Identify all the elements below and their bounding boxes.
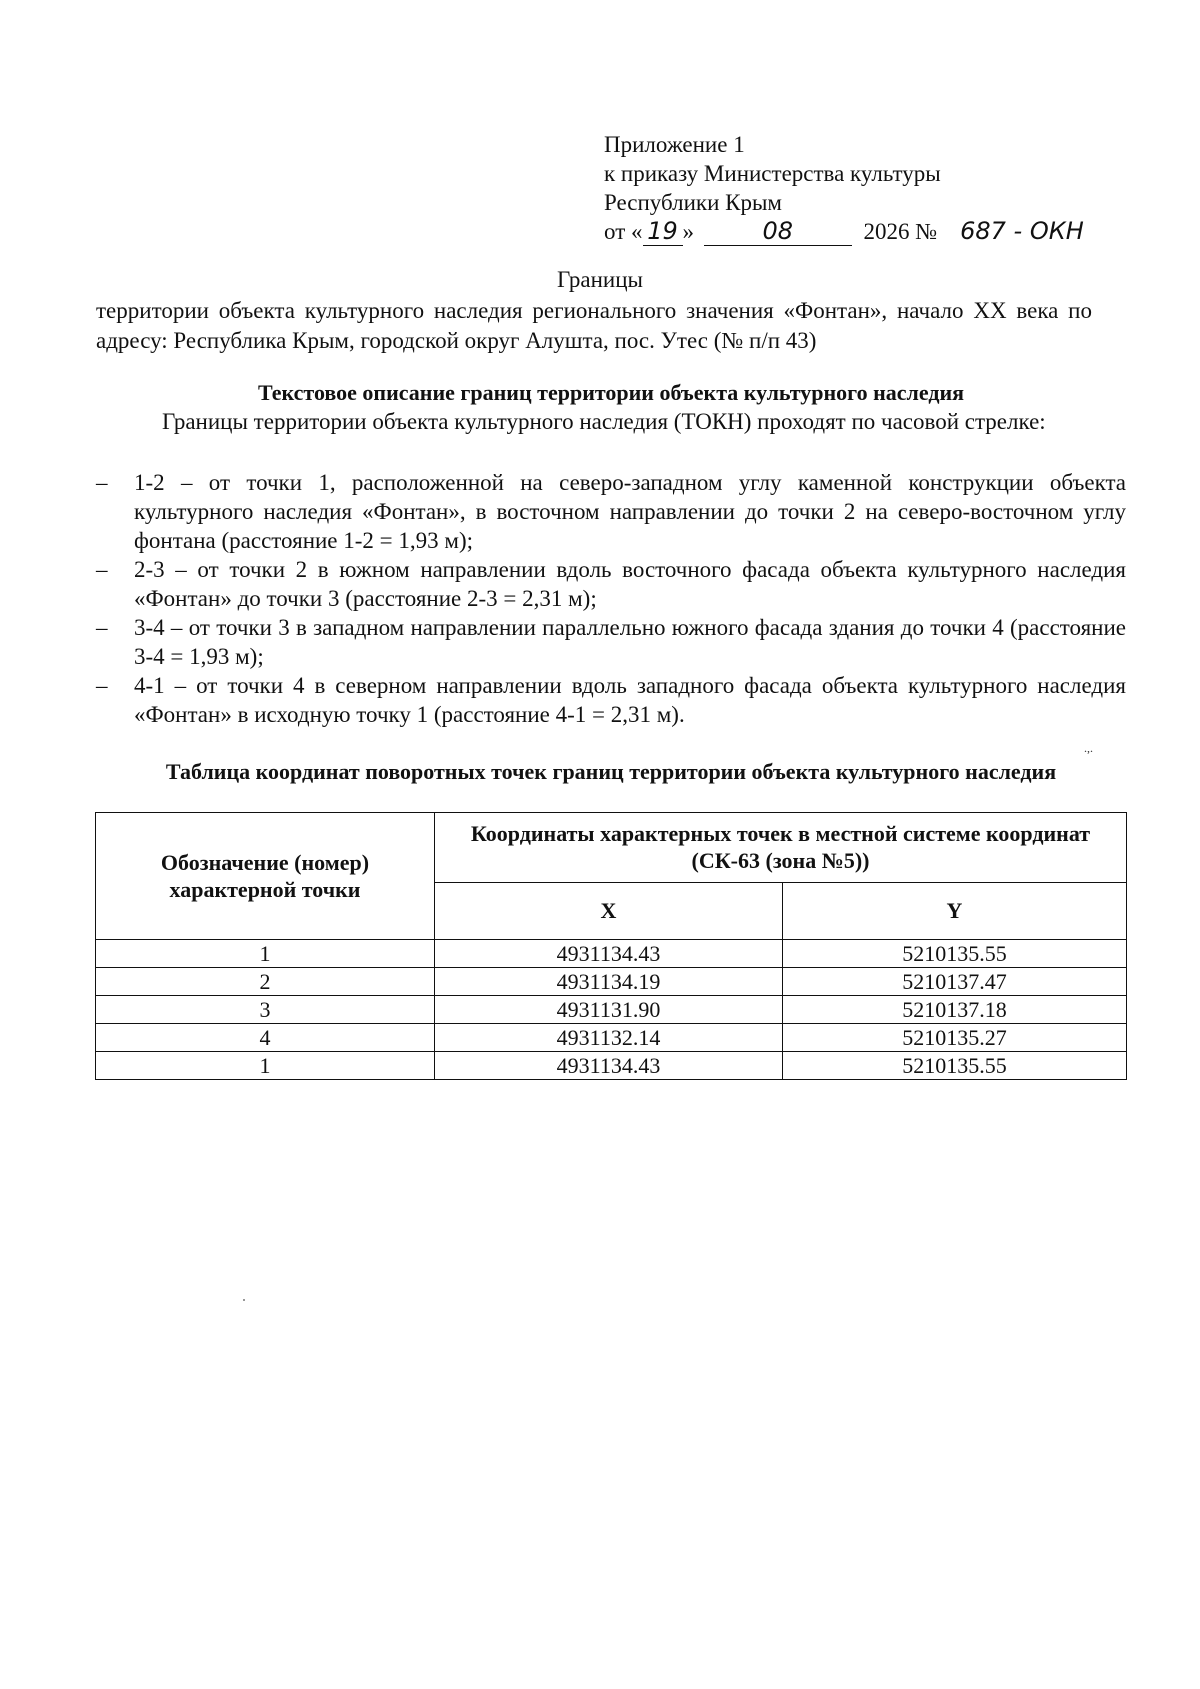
order-date-line <box>604 217 1097 246</box>
header-y: Y <box>783 882 1127 939</box>
appendix-line-2: к приказу Министерства культуры <box>604 161 941 186</box>
dash-marker: – <box>96 673 108 698</box>
table-row <box>96 968 1127 996</box>
appendix-line-1: Приложение 1 <box>604 132 745 157</box>
cell-x: 4931134.19 <box>435 968 783 996</box>
cell-point: 4 <box>96 1024 435 1052</box>
table-row <box>96 1052 1127 1080</box>
header-coordinates: Координаты характерных точек в местной системе координат (СК-63 (зона №5)) <box>435 813 1127 883</box>
table-header-row <box>96 813 1127 883</box>
handwritten-day: 19 <box>643 218 683 246</box>
date-day-close: » <box>682 219 694 244</box>
table-row <box>96 996 1127 1024</box>
list-item: – 4-1 – от точки 4 в северном направлении вдоль западного фасада объекта культурного наследия «Фонтан» в исходную точку 1 (расстояние 4-1 = 2,31 м). <box>96 673 1126 727</box>
appendix-block <box>604 130 1097 246</box>
dash-marker: – <box>96 557 108 582</box>
cell-point: 3 <box>96 996 435 1024</box>
dash-marker: – <box>96 470 108 495</box>
cell-y: 5210135.27 <box>783 1024 1127 1052</box>
cell-x: 4931131.90 <box>435 996 783 1024</box>
cell-point: 2 <box>96 968 435 996</box>
document-title: Границы <box>557 267 643 292</box>
coordinates-table <box>95 812 1127 1080</box>
description-intro: Границы территории объекта культурного наследия (ТОКН) проходят по часовой стрелке: <box>162 409 1046 434</box>
cell-y: 5210137.18 <box>783 996 1127 1024</box>
list-item: – 3-4 – от точки 3 в западном направлении параллельно южного фасада здания до точки 4 (расстояние 3-4 = 1,93 м); <box>96 615 1126 669</box>
cell-point: 1 <box>96 940 435 968</box>
cell-y: 5210135.55 <box>783 940 1127 968</box>
handwritten-month: 08 <box>704 218 852 246</box>
appendix-line-3: Республики Крым <box>604 190 782 215</box>
scan-artifact: .,. <box>1084 741 1093 755</box>
header-point-label: Обозначение (номер) характерной точки <box>96 813 435 940</box>
document-subtitle: территории объекта культурного наследия регионального значения «Фонтан», начало XX века по адресу: Республика Крым, городской округ Алушта, пос. Утес (№ п/п 43) <box>96 298 1092 353</box>
cell-x: 4931132.14 <box>435 1024 783 1052</box>
description-heading: Текстовое описание границ территории объекта культурного наследия <box>257 380 965 405</box>
dash-marker: – <box>96 615 108 640</box>
cell-x: 4931134.43 <box>435 940 783 968</box>
cell-point: 1 <box>96 1052 435 1080</box>
header-x: X <box>435 882 783 939</box>
handwritten-order-number: 687 - ОКН <box>960 217 1084 245</box>
cell-y: 5210137.47 <box>783 968 1127 996</box>
list-item: – 1-2 – от точки 1, расположенной на северо-западном углу каменной конструкции объекта культурного наследия «Фонтан», в восточном направлении до точки 2 на северо-восточном углу фонтана (расстояние 1-2 = 1,93 м); <box>96 470 1126 553</box>
boundary-segments-list <box>96 468 1126 729</box>
table-heading: Таблица координат поворотных точек границ территории объекта культурного наследия <box>165 759 1057 784</box>
table-row <box>96 1024 1127 1052</box>
cell-x: 4931134.43 <box>435 1052 783 1080</box>
order-year-label: 2026 № <box>863 219 938 244</box>
cell-y: 5210135.55 <box>783 1052 1127 1080</box>
list-item: – 2-3 – от точки 2 в южном направлении вдоль восточного фасада объекта культурного наследия «Фонтан» до точки 3 (расстояние 2-3 = 2,31 м); <box>96 557 1126 611</box>
table-row <box>96 940 1127 968</box>
scan-speck <box>243 1299 245 1301</box>
date-prefix: от « <box>604 219 643 244</box>
